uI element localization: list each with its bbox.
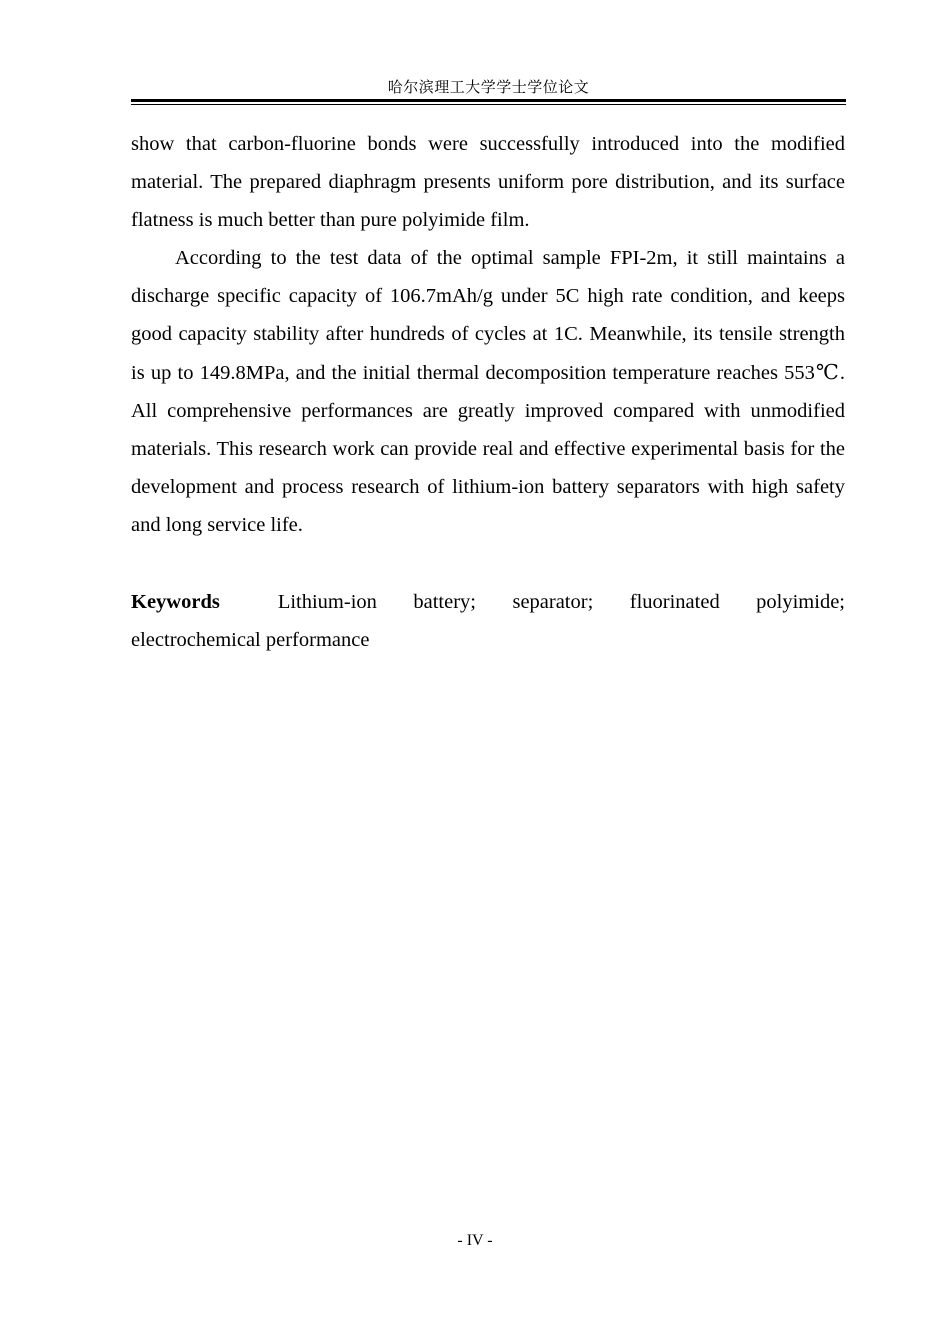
header-rule-thin xyxy=(131,104,846,105)
keywords-text: Lithium-ion battery; separator; fluorinated polyimide; electrochemical performance xyxy=(131,591,845,652)
abstract-paragraph: According to the test data of the optimal sample FPI-2m, it still maintains a discharge specific capacity of 106.7mAh/g under 5C high rate condition, and keeps good capacity stability after hundreds of cycles at 1C. Meanwhile, its tensile strength is up to 149.8MPa, and the initial thermal decomposition temperature reaches 553℃. All comprehensive performances are greatly improved compared with unmodified materials. This research work can provide real and effective experimental basis for the development and process research of lithium-ion battery separators with high safety and long service life. xyxy=(131,247,845,536)
header-rule-thick xyxy=(131,99,846,102)
running-header: 哈尔滨理工大学学士学位论文 xyxy=(387,80,590,96)
abstract-body xyxy=(131,125,845,544)
keywords-section xyxy=(131,583,845,659)
abstract-paragraph-continued: show that carbon-fluorine bonds were successfully introduced into the modified material. The prepared diaphragm presents uniform pore distribution, and its surface flatness is much better than pure polyimide film. xyxy=(131,133,845,232)
page-number: - IV - xyxy=(457,1232,493,1249)
keywords-label: Keywords xyxy=(131,591,220,613)
